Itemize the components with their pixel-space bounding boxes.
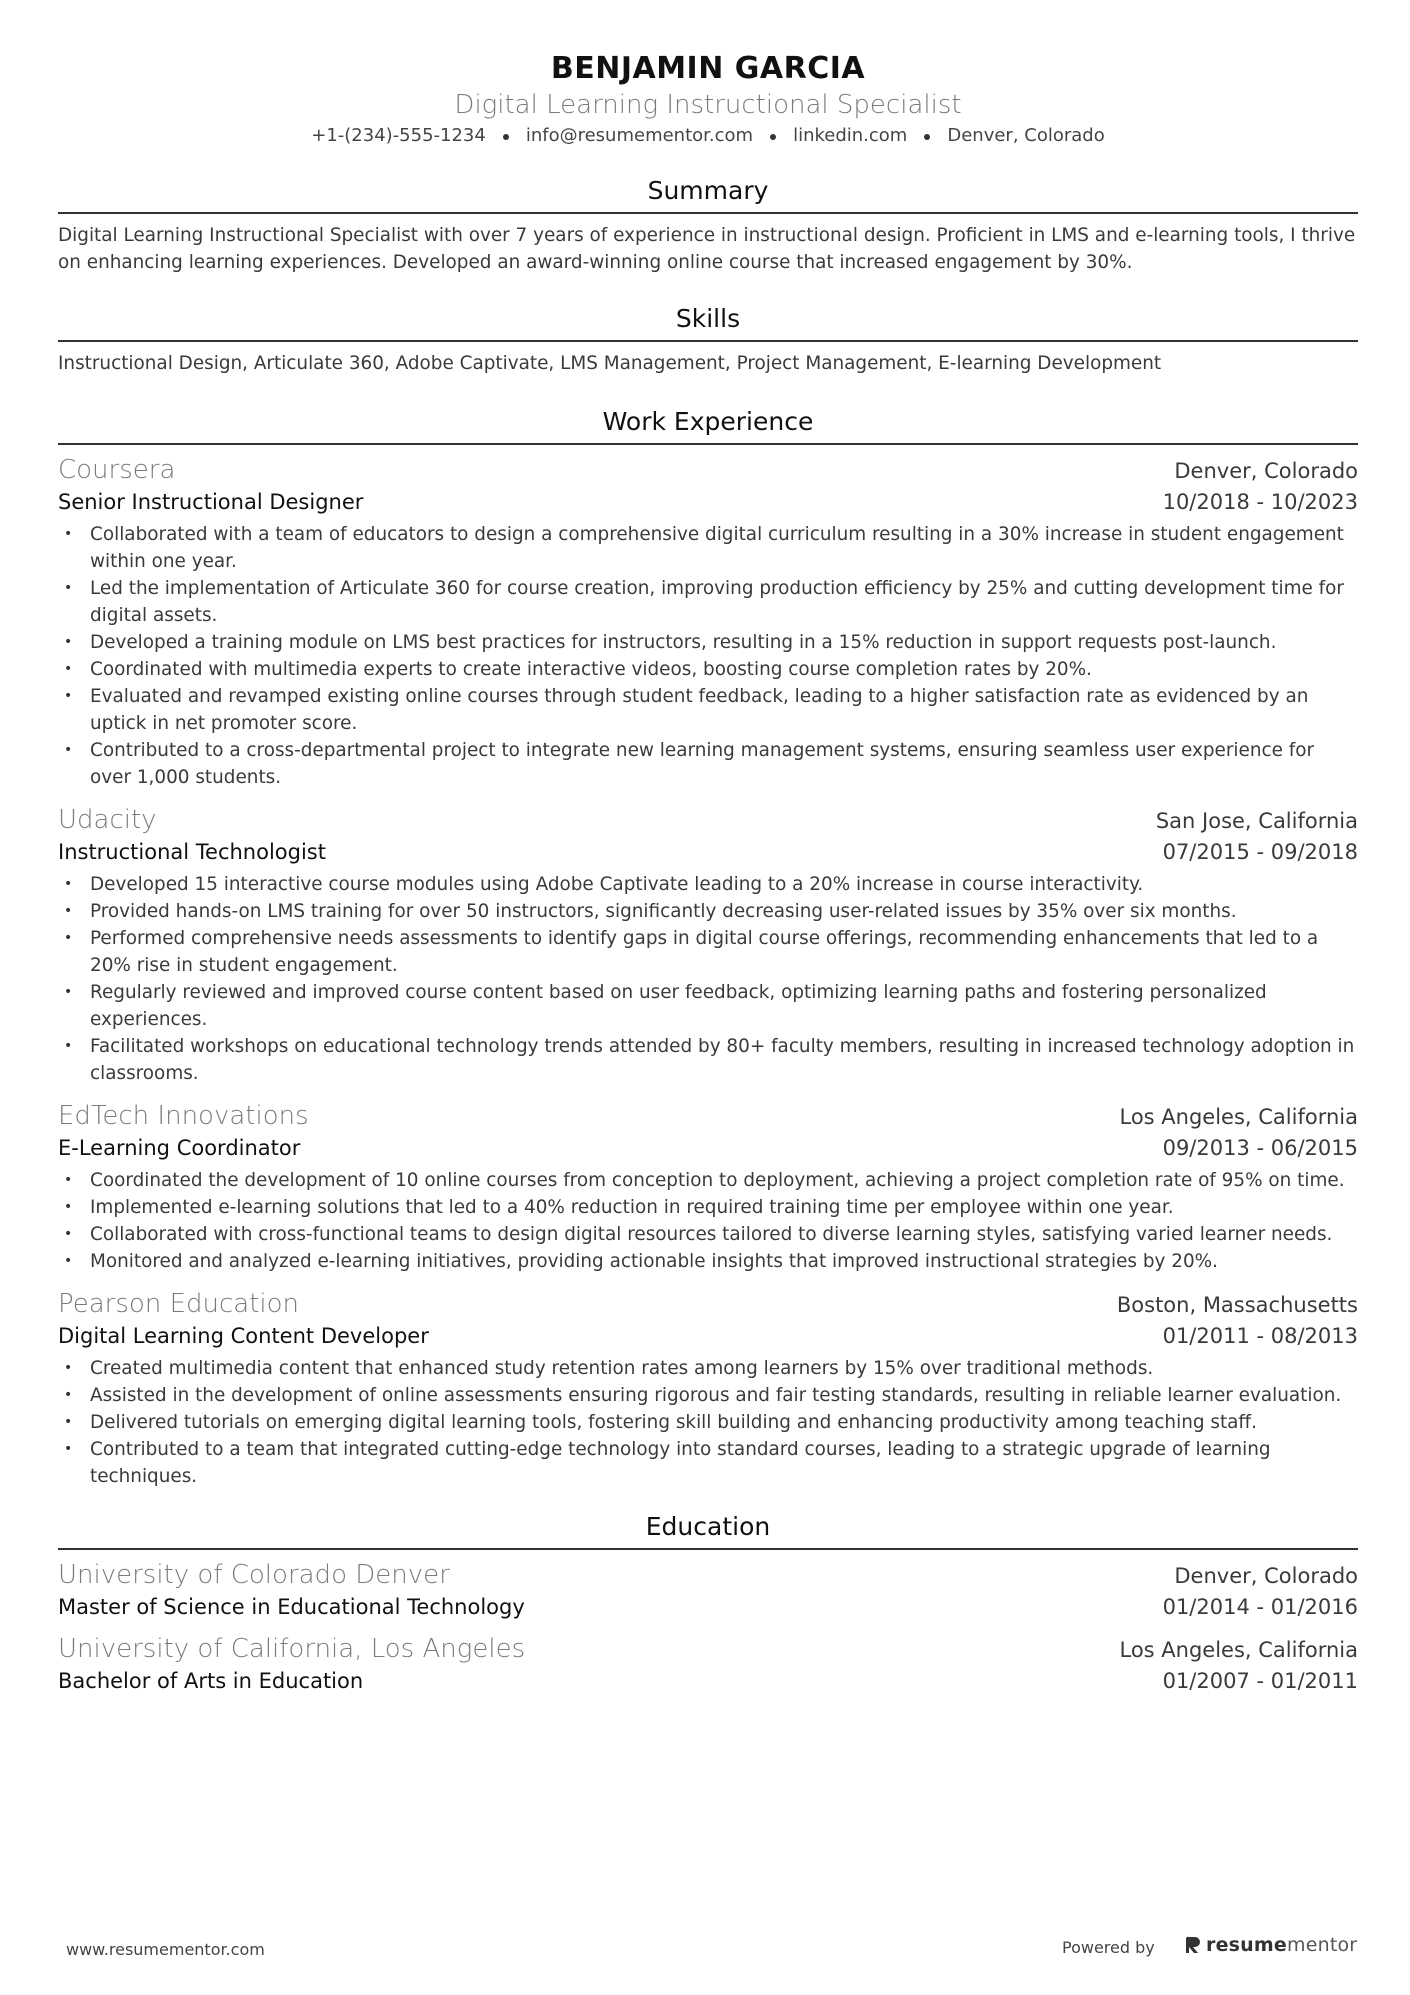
resumementor-logo-icon <box>1186 1935 1202 1955</box>
job-bullet: • Regularly reviewed and improved course content based on user feedback, optimizing learning paths and fostering personalized experiences. <box>58 979 1358 1033</box>
job-role: Instructional Technologist <box>58 840 326 864</box>
education-entry <box>58 1558 1358 1622</box>
separator-dot <box>770 134 776 140</box>
degree-dates: 01/2007 - 01/2011 <box>1162 1669 1358 1693</box>
education-heading: Education <box>58 1510 1358 1550</box>
job-bullets <box>58 871 1358 1087</box>
job-role: E-Learning Coordinator <box>58 1136 301 1160</box>
job-dates: 10/2018 - 10/2023 <box>1162 490 1358 514</box>
job-location: Denver, Colorado <box>1174 459 1358 483</box>
job-bullet: • Led the implementation of Articulate 360 for course creation, improving production efficiency by 25% and cutting development time for digital assets. <box>58 575 1358 629</box>
separator-dot <box>924 134 930 140</box>
work-experience-heading: Work Experience <box>58 405 1358 445</box>
degree-dates: 01/2014 - 01/2016 <box>1162 1595 1358 1619</box>
job-bullets <box>58 1355 1358 1490</box>
job-entry <box>58 453 1358 791</box>
work-experience-list <box>58 453 1358 1490</box>
logo-wordmark <box>1206 1934 1357 1956</box>
company-name: Udacity <box>58 805 157 835</box>
job-location: Boston, Massachusetts <box>1116 1293 1358 1317</box>
school-location: Denver, Colorado <box>1174 1564 1358 1588</box>
job-dates: 01/2011 - 08/2013 <box>1162 1324 1358 1348</box>
job-role: Senior Instructional Designer <box>58 490 364 514</box>
job-bullet: • Developed 15 interactive course modules using Adobe Captivate leading to a 20% increase in course interactivity. <box>58 871 1358 898</box>
company-name: Coursera <box>58 455 176 485</box>
logo-wordmark-light: mentor <box>1286 1934 1358 1956</box>
resume-header <box>58 50 1358 150</box>
job-bullet: • Collaborated with a team of educators to design a comprehensive digital curriculum resulting in a 30% increase in student engagement within one year. <box>58 521 1358 575</box>
job-bullet: • Delivered tutorials on emerging digital learning tools, fostering skill building and enhancing productivity among teaching staff. <box>58 1409 1358 1436</box>
job-dates: 07/2015 - 09/2018 <box>1162 840 1358 864</box>
job-entry <box>58 1099 1358 1275</box>
job-bullet: • Assisted in the development of online assessments ensuring rigorous and fair testing standards, resulting in reliable learner evaluation. <box>58 1382 1358 1409</box>
job-bullet: • Contributed to a team that integrated cutting-edge technology into standard courses, leading to a strategic upgrade of learning techniques. <box>58 1436 1358 1490</box>
job-bullets <box>58 1167 1358 1275</box>
page-footer <box>0 1932 1410 1962</box>
job-bullet: • Facilitated workshops on educational technology trends attended by 80+ faculty members, resulting in increased technology adoption in classrooms. <box>58 1033 1358 1087</box>
education-entry <box>58 1632 1358 1696</box>
job-location: Los Angeles, California <box>1119 1105 1358 1129</box>
job-location: San Jose, California <box>1155 809 1358 833</box>
contact-phone[interactable]: +1-(234)-555-1234 <box>311 125 486 146</box>
resumementor-logo[interactable] <box>1186 1934 1357 1956</box>
candidate-name: BENJAMIN GARCIA <box>550 51 866 86</box>
contact-email[interactable]: info@resumementor.com <box>525 125 754 146</box>
contact-line <box>58 122 1358 150</box>
job-bullet: • Implemented e-learning solutions that led to a 40% reduction in required training time per employee within one year. <box>58 1194 1358 1221</box>
summary-heading: Summary <box>58 174 1358 214</box>
job-bullet: • Monitored and analyzed e-learning initiatives, providing actionable insights that improved instructional strategies by 20%. <box>58 1248 1358 1275</box>
degree-name: Master of Science in Educational Technology <box>58 1595 525 1619</box>
contact-linkedin[interactable]: linkedin.com <box>793 125 908 146</box>
job-dates: 09/2013 - 06/2015 <box>1162 1136 1358 1160</box>
job-entry <box>58 803 1358 1087</box>
company-name: Pearson Education <box>58 1289 300 1319</box>
job-bullet: • Evaluated and revamped existing online courses through student feedback, leading to a higher satisfaction rate as evidenced by an uptick in net promoter score. <box>58 683 1358 737</box>
job-bullet: • Collaborated with cross-functional teams to design digital resources tailored to diverse learning styles, satisfying varied learner needs. <box>58 1221 1358 1248</box>
company-name: EdTech Innovations <box>58 1101 309 1131</box>
job-bullet: • Coordinated the development of 10 online courses from conception to deployment, achieving a project completion rate of 95% on time. <box>58 1167 1358 1194</box>
school-name: University of Colorado Denver <box>58 1560 450 1590</box>
powered-by-label: Powered by <box>1062 1938 1155 1957</box>
footer-url-link[interactable]: www.resumementor.com <box>66 1940 265 1959</box>
job-bullet: • Performed comprehensive needs assessments to identify gaps in digital course offerings, recommending enhancements that led to a 20% rise in student engagement. <box>58 925 1358 979</box>
candidate-title: Digital Learning Instructional Specialist <box>454 90 962 120</box>
resume-page <box>58 50 1358 1696</box>
separator-dot <box>503 134 509 140</box>
summary-text: Digital Learning Instructional Specialist with over 7 years of experience in instructional design. Proficient in LMS and e-learning tools, I thrive on enhancing learning experiences. Developed an award-winning online course that increased engagement by 30%. <box>58 225 1356 273</box>
job-role: Digital Learning Content Developer <box>58 1324 429 1348</box>
skills-text: Instructional Design, Articulate 360, Adobe Captivate, LMS Management, Project Management, E-learning Development <box>58 353 1162 374</box>
logo-wordmark-bold: resume <box>1206 1934 1287 1956</box>
job-bullet: • Developed a training module on LMS best practices for instructors, resulting in a 15% reduction in support requests post-launch. <box>58 629 1358 656</box>
job-bullet: • Coordinated with multimedia experts to create interactive videos, boosting course completion rates by 20%. <box>58 656 1358 683</box>
job-bullet: • Created multimedia content that enhanced study retention rates among learners by 15% over traditional methods. <box>58 1355 1358 1382</box>
job-bullets <box>58 521 1358 791</box>
school-name: University of California, Los Angeles <box>58 1634 526 1664</box>
contact-location: Denver, Colorado <box>947 125 1105 146</box>
job-entry <box>58 1287 1358 1490</box>
job-bullet: • Provided hands-on LMS training for over 50 instructors, significantly decreasing user-related issues by 35% over six months. <box>58 898 1358 925</box>
school-location: Los Angeles, California <box>1119 1638 1358 1662</box>
degree-name: Bachelor of Arts in Education <box>58 1669 364 1693</box>
skills-heading: Skills <box>58 302 1358 342</box>
job-bullet: • Contributed to a cross-departmental project to integrate new learning management systems, ensuring seamless user experience for over 1,000 students. <box>58 737 1358 791</box>
